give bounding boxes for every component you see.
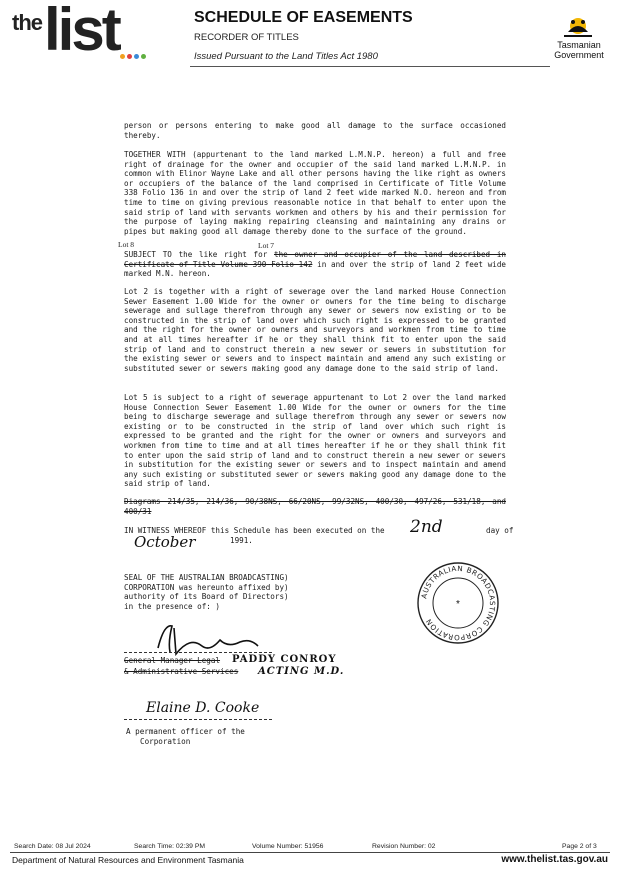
footer-department: Department of Natural Resources and Environment Tasmania — [12, 855, 244, 865]
logo-dot-blue — [134, 54, 139, 59]
logo-dots — [120, 54, 146, 59]
footer-divider — [10, 852, 610, 853]
gm-title-struck-1: General Manager Legal — [124, 656, 221, 665]
thelist-logo — [10, 0, 150, 64]
paragraph-lot-5: Lot 5 is subject to a right of sewerage appurtenant to Lot 2 over the land marked House Connection Sewer Easement 1.00 Wide for the owner or owners for the time being to discharge sewerage and sullage therefrom through any sewer or sewers now existing or to be constructed in the strip of land over which such right is expressed to be granted and the right for the owner or owners and surveyors and workmen from time to time and at all times hereafter if he or they shall think fit to enter upon the said strip of land and to construct therein a new sewer or sewers in substitution for the existing sewer or sewers and to inspect maintain and amend any such existing or substituted sewer or sewers making good any damage done to the said strip of land. — [124, 393, 506, 489]
document-title: SCHEDULE OF EASEMENTS — [194, 9, 413, 26]
subject-to-start: SUBJECT TO the like right for — [124, 250, 268, 259]
signature-conroy-label — [200, 628, 205, 629]
paragraph-diagrams-struck: Diagrams 214/35, 214/36, 90/38NS, 66/20NS, 99/32NS, 400/30, 497/26, 531/18, and 400/31 — [124, 497, 506, 516]
logo-the-text: the — [12, 10, 42, 35]
witness-month-handwritten: October — [134, 533, 196, 551]
footer-revision-number: Revision Number: 02 — [372, 843, 436, 850]
gm-name-handwritten: PADDY CONROY — [232, 654, 337, 665]
document-act: Issued Pursuant to the Land Titles Act 1980 — [194, 51, 378, 62]
gm-acting-handwritten: ACTING M.D. — [258, 666, 345, 677]
signature-cooke: Elaine D. Cooke — [146, 700, 260, 716]
footer-page-number: Page 2 of 3 — [562, 843, 597, 850]
paragraph-1: person or persons entering to make good all damage to the surface occasioned thereby. — [124, 121, 506, 140]
logo-dot-red — [127, 54, 132, 59]
subject-to-end: in and over the strip of land 2 feet wide marked M.N. hereon. — [124, 259, 506, 279]
paragraph-together-with: TOGETHER WITH (appurtenant to the land marked L.M.N.P. hereon) a full and free right of drainage for the owner and occupier of the said land marked L.M.N.P. in common with Elinor Wayne Lake and all other persons having the like right as owners or occupiers of the balance of the land comprised in Certificate of Title Volume 338 Folio 136 in and over the strip of land 2 feet wide marked N.O. hereon and from time to time on giving previous reasonable notice in that behalf to enter upon the said strip of land with servants workmen and others by his and their permission for the purpose of laying making repairing cleansing and maintaining any drains or pipes but making good all damage thereby done to the surface of the ground. — [124, 150, 506, 236]
paragraph-subject-to — [124, 250, 506, 279]
tasmanian-government-crest-icon — [560, 10, 596, 40]
document-subtitle: RECORDER OF TITLES — [194, 32, 299, 43]
officer-line-1: A permanent officer of the — [126, 727, 245, 736]
corporation-seal-stamp — [416, 561, 500, 645]
witness-year: 1991. — [230, 536, 253, 545]
footer-website-link[interactable]: www.thelist.tas.gov.au — [501, 854, 608, 865]
witness-day-handwritten: 2nd — [410, 517, 443, 537]
svg-text:AUSTRALIAN BROADCASTING CORPOR: AUSTRALIAN BROADCASTING CORPORATION — [419, 563, 498, 643]
footer-search-time: Search Time: 02:39 PM — [134, 843, 206, 850]
signature-line-1 — [124, 652, 272, 653]
gm-title-struck-2: & Administrative Services — [124, 667, 239, 676]
officer-line-2: Corporation — [140, 737, 191, 746]
witness-text: IN WITNESS WHEREOF this Schedule has been executed on the — [124, 526, 385, 535]
footer-search-date: Search Date: 08 Jul 2024 — [14, 843, 91, 850]
header-divider — [190, 66, 550, 67]
logo-list-text: list — [44, 0, 119, 63]
note-lot-7: Lot 7 — [258, 241, 275, 250]
witness-day-of: day of — [486, 526, 514, 535]
government-name: Tasmanian Government — [554, 40, 604, 60]
seal-clause: SEAL OF THE AUSTRALIAN BROADCASTING) CORPORATION was hereunto affixed by) authority of its Board of Directors) in the presence of: ) — [124, 573, 289, 611]
signature-line-2 — [124, 719, 272, 720]
subject-to-struck: the owner and occupier of the land described in Certificate of Title Volume 390 Folio 142 — [124, 250, 506, 269]
svg-text:*: * — [456, 599, 460, 610]
logo-dot-orange — [120, 54, 125, 59]
logo-dot-green — [141, 54, 146, 59]
note-lot-8: Lot 8 — [118, 240, 135, 249]
paragraph-lot-2: Lot 2 is together with a right of sewerage over the land marked House Connection Sewer Easement 1.00 Wide for the owner or owners for the time being to discharge sewerage and sullage therefrom through any sewer or sewers now existing or to be constructed in the strip of land over which such right is expressed to be granted and the right for the owner or owners and surveyors and workmen from time to time and at all times hereafter if he or they shall think fit to enter upon the said strip of land and to construct therein a new sewer or sewers in substitution for the existing sewer or sewers and to inspect maintain and amend any such existing or substituted sewer or sewers making good any damage done to the said strip of land. — [124, 287, 506, 373]
footer-volume-number: Volume Number: 51956 — [252, 843, 324, 850]
